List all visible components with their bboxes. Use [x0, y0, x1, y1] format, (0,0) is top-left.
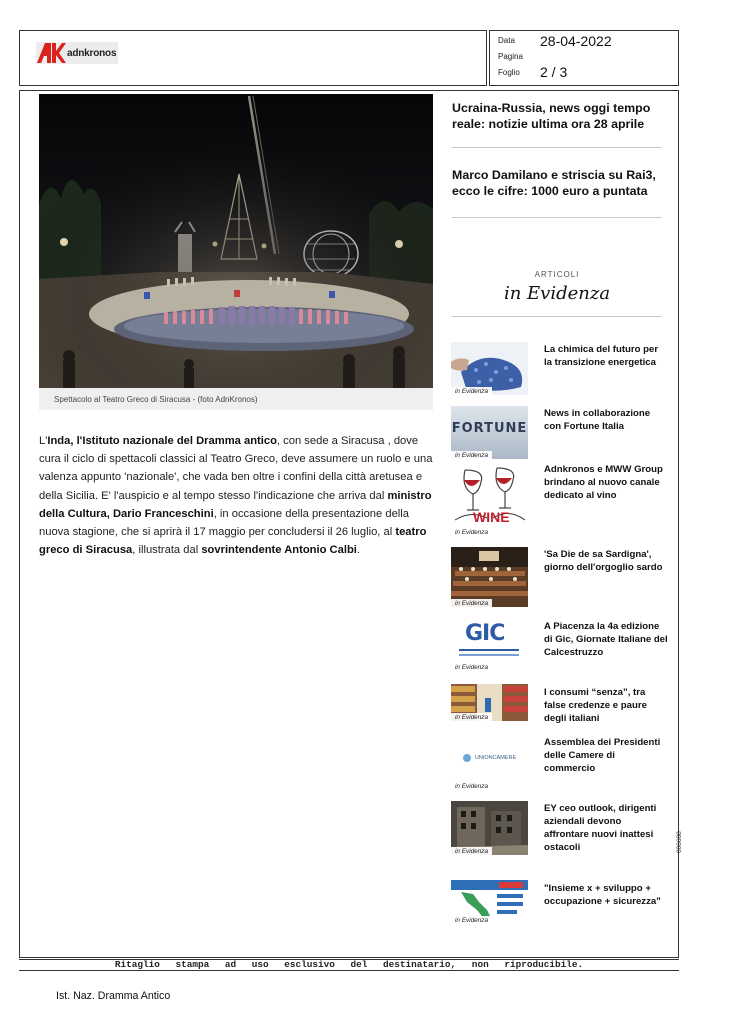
meta-label-date: Data [498, 36, 515, 45]
wine-logo-text: WINE [473, 509, 510, 525]
body-text-segment: , illustrata dal [132, 544, 202, 557]
thumb-tag: in Evidenza [451, 528, 492, 536]
item-title-ey[interactable]: EY ceo outlook, dirigenti aziendali devono affrontare nuovi inattesi ostacoli [544, 803, 657, 853]
meta-label-page: Pagina [498, 52, 523, 61]
body-bold-text: teatro greco di Siracusa [39, 526, 427, 557]
thumb-tag: in Evidenza [451, 713, 492, 721]
body-text-segment: L' [39, 435, 48, 447]
thumb-fortune[interactable] [451, 406, 528, 459]
item-title-sardigna[interactable]: 'Sa Die de sa Sardigna', giorno dell'orgoglio sardo [544, 549, 663, 573]
headline-ucraina[interactable]: Ucraina-Russia, news oggi tempo reale: notizie ultima ora 28 aprile [452, 101, 651, 132]
thumb-insieme[interactable] [451, 880, 528, 924]
body-text-segment: . [356, 544, 361, 557]
document-code: 006608 [676, 831, 683, 853]
item-title-chemistry[interactable]: La chimica del futuro per la transizione energetica [544, 344, 659, 368]
body-bold-text: Inda, l'Istituto nazionale del Dramma antico [47, 435, 277, 447]
divider [452, 217, 662, 218]
item-title-fortune[interactable]: News in collaborazione con Fortune Italia [544, 408, 651, 432]
wine-glasses-image [451, 462, 528, 536]
article-body [39, 432, 433, 559]
thumb-unioncamere[interactable] [451, 736, 528, 790]
theatre-night-photo [39, 94, 433, 388]
divider [452, 147, 662, 148]
logo-text: adnkronos [67, 47, 117, 59]
meta-label-sheet: Foglio [498, 68, 520, 77]
section-label: ARTICOLI [534, 270, 580, 279]
item-title-unioncamere[interactable]: Assemblea dei Presidenti delle Camere di commercio [544, 737, 661, 774]
thumb-tag: in Evidenza [451, 916, 492, 924]
unioncamere-logo-text: UNIONCAMERE [474, 755, 517, 761]
thumb-chemistry[interactable] [451, 342, 528, 395]
thumb-tag: in Evidenza [451, 663, 492, 671]
adnkronos-logo-mark-icon [36, 42, 66, 64]
thumb-tag: in Evidenza [451, 599, 492, 607]
thumb-tag: in Evidenza [451, 387, 492, 395]
client-name: Ist. Naz. Dramma Antico [56, 990, 171, 1002]
item-title-insieme[interactable]: "Insieme x + sviluppo + occupazione + sicurezza" [544, 883, 661, 907]
thumb-wine[interactable] [451, 462, 528, 536]
adnkronos-logo [36, 42, 118, 64]
unioncamere-logo-icon [463, 754, 471, 762]
item-title-consumi[interactable]: I consumi “senza”, tra false credenze e paure degli italiani [544, 687, 647, 724]
council-chamber-image [451, 547, 528, 607]
body-text-segment: , con sede a Siracusa , dove cura il ciclo di spettacoli classici al Teatro Greco, deve assumere un ruolo e una valenza appunto 'nazionale', che vada ben oltre i confini della città aretusea e della Sicilia. E' l'auspicio e al tempo stesso l'indicazione che arriva dal [39, 435, 433, 502]
body-bold-text: ministro della Cultura, Dario Franceschini [39, 489, 432, 520]
body-text-segment: , in occasione della presentazione della nuova stagione, che si aprirà il 17 maggio per concludersi il 26 luglio, al [39, 507, 409, 539]
section-title: in Evidenza [503, 283, 611, 304]
article-photo [39, 94, 433, 388]
meta-value-sheet: 2 / 3 [540, 64, 568, 80]
thumb-tag: in Evidenza [451, 847, 492, 855]
item-title-wine[interactable]: Adnkronos e MWW Group brindano al nuovo canale dedicato al vino [544, 464, 663, 501]
item-title-gic[interactable]: A Piacenza la 4a edizione di Gic, Giornate Italiane del Calcestruzzo [544, 621, 668, 658]
thumb-gic[interactable] [451, 619, 528, 671]
gic-logo-text: GIC [465, 621, 505, 646]
fortune-logo-text: FORTUNE [451, 421, 528, 436]
divider [452, 316, 662, 317]
thumb-tag: in Evidenza [451, 451, 492, 459]
thumb-ey[interactable] [451, 801, 528, 855]
footer-disclaimer: Ritaglio stampa ad uso esclusivo del destinatario, non riproducibile. [114, 959, 584, 970]
body-bold-text: sovrintendente Antonio Calbi [201, 544, 357, 557]
headline-damilano[interactable]: Marco Damilano e striscia su Rai3, ecco le cifre: 1000 euro a puntata [452, 168, 656, 199]
thumb-sardigna[interactable] [451, 547, 528, 607]
photo-caption: Spettacolo al Teatro Greco di Siracusa - (foto AdnKronos) [54, 395, 258, 404]
thumb-tag: in Evidenza [451, 782, 492, 790]
meta-value-date: 28-04-2022 [540, 33, 612, 49]
thumb-consumi[interactable] [451, 684, 528, 721]
